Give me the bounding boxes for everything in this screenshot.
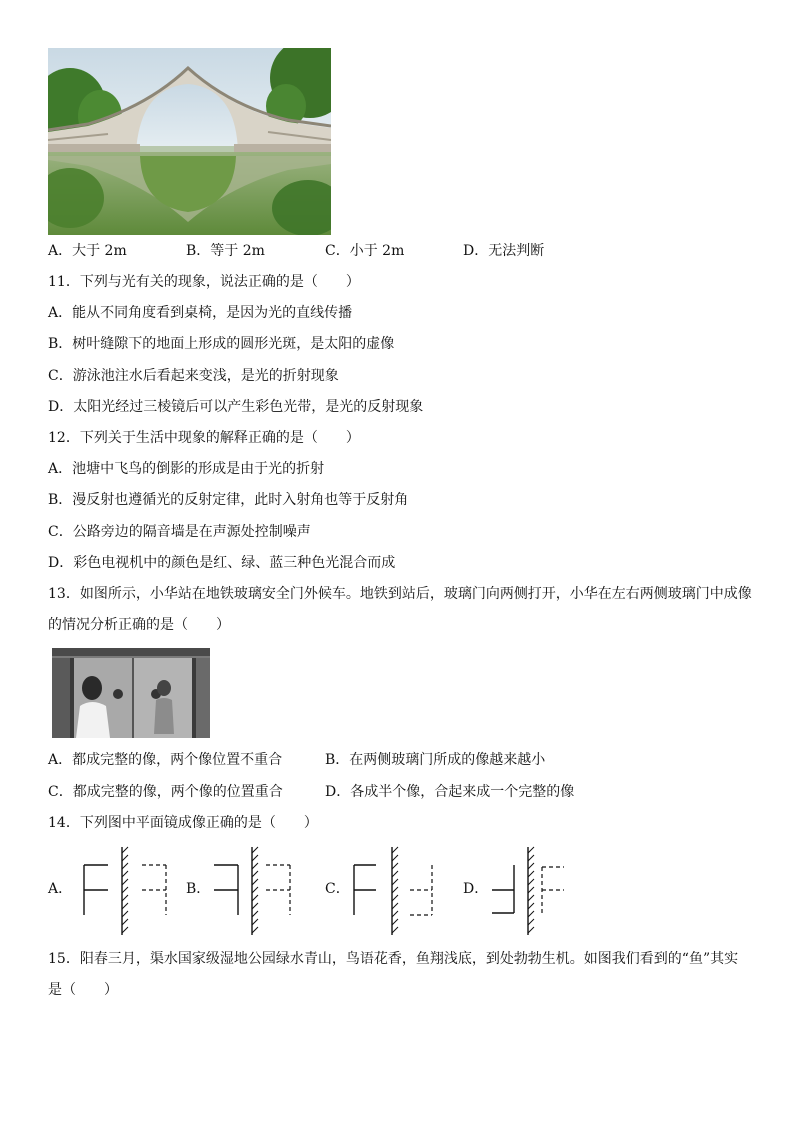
- q13-stem-line2: 的情况分析正确的是（ ）: [48, 617, 230, 633]
- q12-option-d: D．彩色电视机中的颜色是红、绿、蓝三种色光混合而成: [48, 555, 396, 571]
- q13-option-b: B．在两侧玻璃门所成的像越来越小: [325, 752, 546, 768]
- q14-figure-d: [490, 845, 582, 937]
- q12-stem: 12．下列关于生活中现象的解释正确的是（ ）: [48, 430, 360, 446]
- q13-stem-line1: 13．如图所示，小华站在地铁玻璃安全门外候车。地铁到站后，玻璃门向两侧打开，小华在左右两侧玻璃门中成像: [48, 586, 752, 602]
- q14-label-d: D．: [463, 881, 489, 897]
- q14-figure-a: [78, 845, 170, 937]
- q14-label-a: A．: [48, 881, 73, 897]
- q11-stem: 11．下列与光有关的现象，说法正确的是（ ）: [48, 274, 360, 290]
- q15-stem-line2: 是（ ）: [48, 982, 118, 998]
- q12-option-a: A．池塘中飞鸟的倒影的形成是由于光的折射: [48, 461, 325, 477]
- q15-stem-line1: 15．阳春三月，渠水国家级湿地公园绿水青山，鸟语花香，鱼翔浅底，到处勃勃生机。如图我们看到的“鱼”其实: [48, 951, 739, 967]
- q11-option-c: C．游泳池注水后看起来变浅，是光的折射现象: [48, 368, 339, 384]
- q13-option-a: A．都成完整的像，两个像位置不重合: [48, 752, 283, 768]
- q14-figure-c: [352, 845, 444, 937]
- bridge-reflection-photo: [48, 48, 331, 235]
- q12-option-c: C．公路旁边的隔音墙是在声源处控制噪声: [48, 524, 311, 540]
- q10-option-b: B．等于 2m: [186, 243, 265, 259]
- q14-figure-b: [214, 845, 306, 937]
- q14-label-b: B．: [186, 881, 211, 897]
- q13-option-c: C．都成完整的像，两个像的位置重合: [48, 784, 283, 800]
- q13-option-d: D．各成半个像，合起来成一个完整的像: [325, 784, 575, 800]
- q10-option-a: A．大于 2m: [48, 243, 127, 259]
- q10-option-d: D．无法判断: [463, 243, 545, 259]
- q14-stem: 14．下列图中平面镜成像正确的是（ ）: [48, 815, 318, 831]
- q12-option-b: B．漫反射也遵循光的反射定律，此时入射角也等于反射角: [48, 492, 409, 508]
- q14-label-c: C．: [325, 881, 350, 897]
- q11-option-a: A．能从不同角度看到桌椅，是因为光的直线传播: [48, 305, 353, 321]
- q10-option-c: C．小于 2m: [325, 243, 405, 259]
- q11-option-b: B．树叶缝隙下的地面上形成的圆形光斑，是太阳的虚像: [48, 336, 395, 352]
- subway-glass-door-photo: [52, 648, 210, 738]
- q11-option-d: D．太阳光经过三棱镜后可以产生彩色光带，是光的反射现象: [48, 399, 424, 415]
